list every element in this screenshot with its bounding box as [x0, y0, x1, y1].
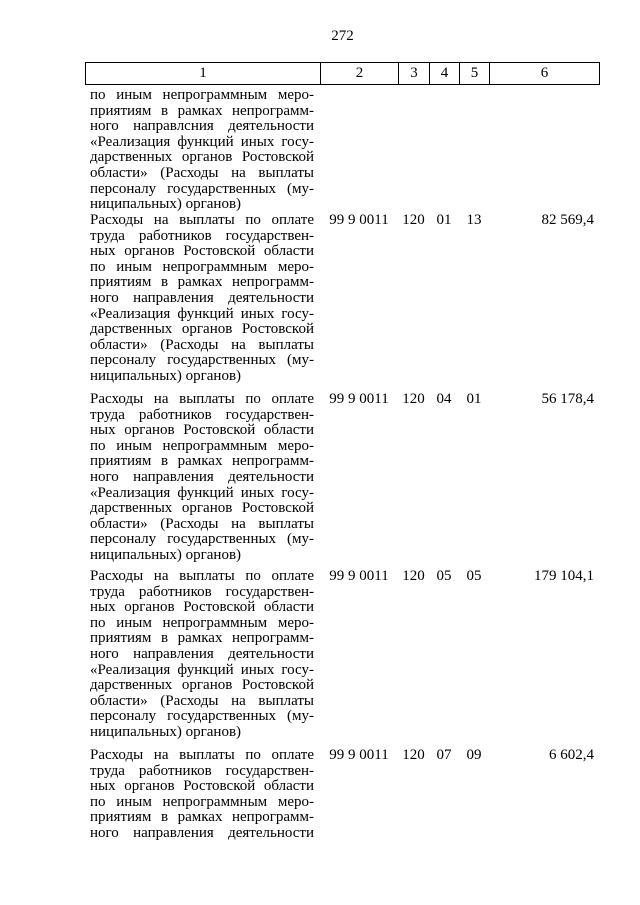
description-line: Расходы на выплаты по оплате — [90, 747, 314, 763]
section-code: 01 — [436, 212, 452, 228]
column-header-4: 4 — [429, 62, 459, 85]
section-code: 05 — [436, 568, 452, 584]
column-header-1: 1 — [85, 62, 320, 85]
description-line: по иным непрограммным меро- — [90, 793, 314, 810]
expense-type-code: 120 — [402, 568, 425, 584]
table-row — [85, 213, 600, 385]
description-line: персоналу государственных (му- — [90, 708, 314, 725]
description-line: ниципальных) органов) — [90, 367, 242, 384]
table-row — [85, 748, 600, 842]
description-line: ного направления деятельности — [90, 824, 314, 841]
table-row — [85, 392, 600, 564]
description-line: по иным непрограммным меро- — [90, 258, 314, 275]
description-line: труда работников государствен- — [90, 406, 314, 423]
expense-description — [85, 213, 320, 385]
amount: 56 178,4 — [541, 391, 594, 407]
description-line: ных органов Ростовской области — [90, 422, 314, 439]
section-code: 04 — [436, 391, 452, 407]
column-header-6: 6 — [489, 62, 600, 85]
description-line: ниципальных) органов) — [90, 196, 242, 213]
description-line: дарственных органов Ростовской — [90, 321, 314, 338]
description-line: по иным непрограммным меро- — [90, 614, 314, 631]
amount: 6 602,4 — [549, 747, 594, 763]
description-line: области» (Расходы на выплаты — [90, 336, 314, 353]
target-article-code: 99 9 0011 — [329, 747, 389, 763]
expense-type-code: 120 — [402, 212, 425, 228]
description-line: по иным непрограммным меро- — [90, 87, 314, 103]
description-line: ного направления деятельности — [90, 468, 314, 485]
page-number: 272 — [331, 28, 354, 44]
expense-description — [85, 88, 320, 213]
description-line: ного направления деятельности — [90, 289, 314, 306]
description-line: «Реализация функций иных госу- — [90, 484, 314, 501]
description-line: труда работников государствен- — [90, 583, 314, 600]
description-line: персоналу государственных (му- — [90, 180, 314, 197]
description-line: персоналу государственных (му- — [90, 352, 314, 369]
subsection-code: 05 — [466, 568, 482, 584]
amount: 82 569,4 — [541, 212, 594, 228]
description-line: дарственных органов Ростовской — [90, 149, 314, 166]
column-header-5: 5 — [459, 62, 489, 85]
description-line: ниципальных) органов) — [90, 546, 242, 563]
target-article-code: 99 9 0011 — [329, 212, 389, 228]
description-line: приятиям в рамках непрограмм- — [90, 274, 314, 291]
target-article-code: 99 9 0011 — [329, 391, 389, 407]
description-line: дарственных органов Ростовской — [90, 677, 314, 694]
subsection-code: 01 — [466, 391, 482, 407]
table-row — [85, 88, 600, 213]
description-line: «Реализация функций иных госу- — [90, 305, 314, 322]
description-line: ных органов Ростовской области — [90, 243, 314, 260]
description-line: по иным непрограммным меро- — [90, 437, 314, 454]
description-line: «Реализация функций иных госу- — [90, 133, 314, 150]
expense-type-code: 120 — [402, 391, 425, 407]
column-header-3: 3 — [398, 62, 429, 85]
subsection-code: 09 — [466, 747, 482, 763]
expense-description — [85, 748, 320, 842]
description-line: Расходы на выплаты по оплате — [90, 568, 314, 584]
description-line: ного направления деятельности — [90, 645, 314, 662]
expense-description — [85, 569, 320, 741]
description-line: труда работников государствен- — [90, 227, 314, 244]
description-line: Расходы на выплаты по оплате — [90, 212, 314, 228]
column-header-2: 2 — [320, 62, 398, 85]
description-line: ных органов Ростовской области — [90, 778, 314, 795]
expense-description — [85, 392, 320, 564]
description-line: приятиям в рамках непрограмм- — [90, 102, 314, 119]
description-line: приятиям в рамках непрограмм- — [90, 809, 314, 826]
table-row — [85, 569, 600, 741]
description-line: ных органов Ростовской области — [90, 599, 314, 616]
description-line: ного направлсния деятельности — [90, 118, 314, 135]
description-line: дарственных органов Ростовской — [90, 500, 314, 517]
description-line: области» (Расходы на выплаты — [90, 692, 314, 709]
description-line: приятиям в рамках непрограмм- — [90, 453, 314, 470]
description-line: области» (Расходы на выплаты — [90, 164, 314, 181]
amount: 179 104,1 — [534, 568, 594, 584]
description-line: «Реализация функций иных госу- — [90, 661, 314, 678]
description-line: труда работников государствен- — [90, 762, 314, 779]
expense-type-code: 120 — [402, 747, 425, 763]
description-line: приятиям в рамках непрограмм- — [90, 630, 314, 647]
description-line: персоналу государственных (му- — [90, 531, 314, 548]
target-article-code: 99 9 0011 — [329, 568, 389, 584]
section-code: 07 — [436, 747, 452, 763]
description-line: области» (Расходы на выплаты — [90, 515, 314, 532]
description-line: Расходы на выплаты по оплате — [90, 391, 314, 407]
description-line: ниципальных) органов) — [90, 723, 242, 740]
subsection-code: 13 — [466, 212, 482, 228]
table-header-row — [85, 62, 600, 85]
